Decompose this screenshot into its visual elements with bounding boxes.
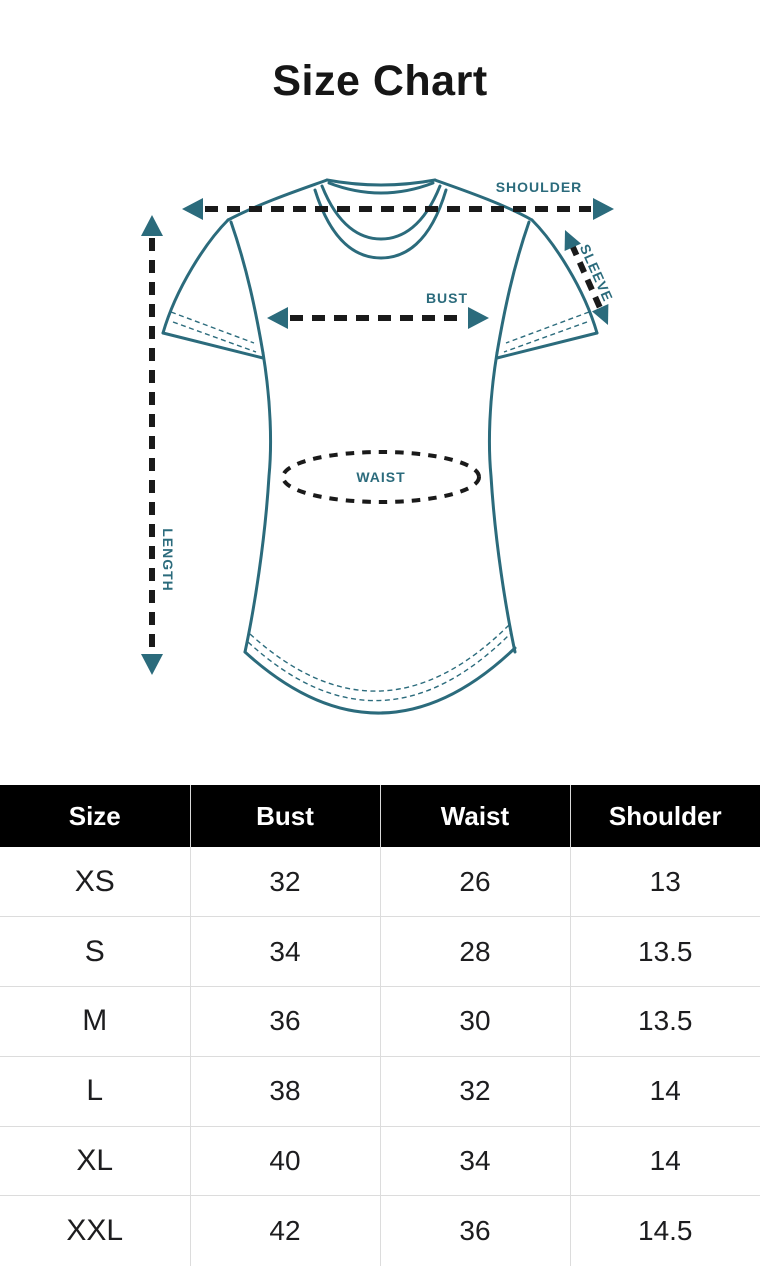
cell-waist: 36 [380, 1196, 570, 1266]
size-table [0, 785, 760, 1266]
table-row-l [0, 1056, 760, 1126]
cell-size: XL [0, 1126, 190, 1196]
table-row-s [0, 917, 760, 987]
length-measure-arrow [141, 215, 163, 675]
col-header-size: Size [0, 785, 190, 847]
cell-shoulder: 13.5 [570, 987, 760, 1057]
cell-shoulder: 13.5 [570, 917, 760, 987]
cell-waist: 26 [380, 847, 570, 917]
table-row-xs [0, 847, 760, 917]
shoulder-measure-arrow [182, 198, 614, 220]
waist-label: WAIST [356, 469, 406, 485]
length-label: LENGTH [160, 528, 176, 592]
cell-waist: 30 [380, 987, 570, 1057]
size-table-header-row [0, 785, 760, 847]
cell-size: S [0, 917, 190, 987]
col-header-shoulder: Shoulder [570, 785, 760, 847]
tshirt-outline-icon [163, 180, 597, 713]
cell-size: XXL [0, 1196, 190, 1266]
cell-bust: 40 [190, 1126, 380, 1196]
shoulder-label: SHOULDER [495, 179, 583, 195]
cell-waist: 32 [380, 1056, 570, 1126]
cell-waist: 34 [380, 1126, 570, 1196]
cell-shoulder: 14 [570, 1056, 760, 1126]
size-table-section [0, 785, 760, 1266]
sleeve-label: SLEEVE [576, 241, 617, 305]
table-row-xl [0, 1126, 760, 1196]
page-title: Size Chart [272, 57, 488, 105]
table-row-m [0, 987, 760, 1057]
cell-bust: 34 [190, 917, 380, 987]
cell-bust: 38 [190, 1056, 380, 1126]
cell-shoulder: 14.5 [570, 1196, 760, 1266]
cell-bust: 32 [190, 847, 380, 917]
cell-size: L [0, 1056, 190, 1126]
cell-shoulder: 13 [570, 847, 760, 917]
cell-bust: 36 [190, 987, 380, 1057]
cell-size: M [0, 987, 190, 1057]
cell-waist: 28 [380, 917, 570, 987]
table-row-xxl [0, 1196, 760, 1266]
bust-label: BUST [425, 290, 469, 306]
bust-measure-arrow [267, 307, 489, 329]
col-header-waist: Waist [380, 785, 570, 847]
tshirt-measurement-diagram [0, 140, 760, 740]
cell-size: XS [74, 864, 115, 898]
cell-bust: 42 [190, 1196, 380, 1266]
cell-shoulder: 14 [570, 1126, 760, 1196]
col-header-bust: Bust [190, 785, 380, 847]
size-diagram [0, 140, 760, 740]
